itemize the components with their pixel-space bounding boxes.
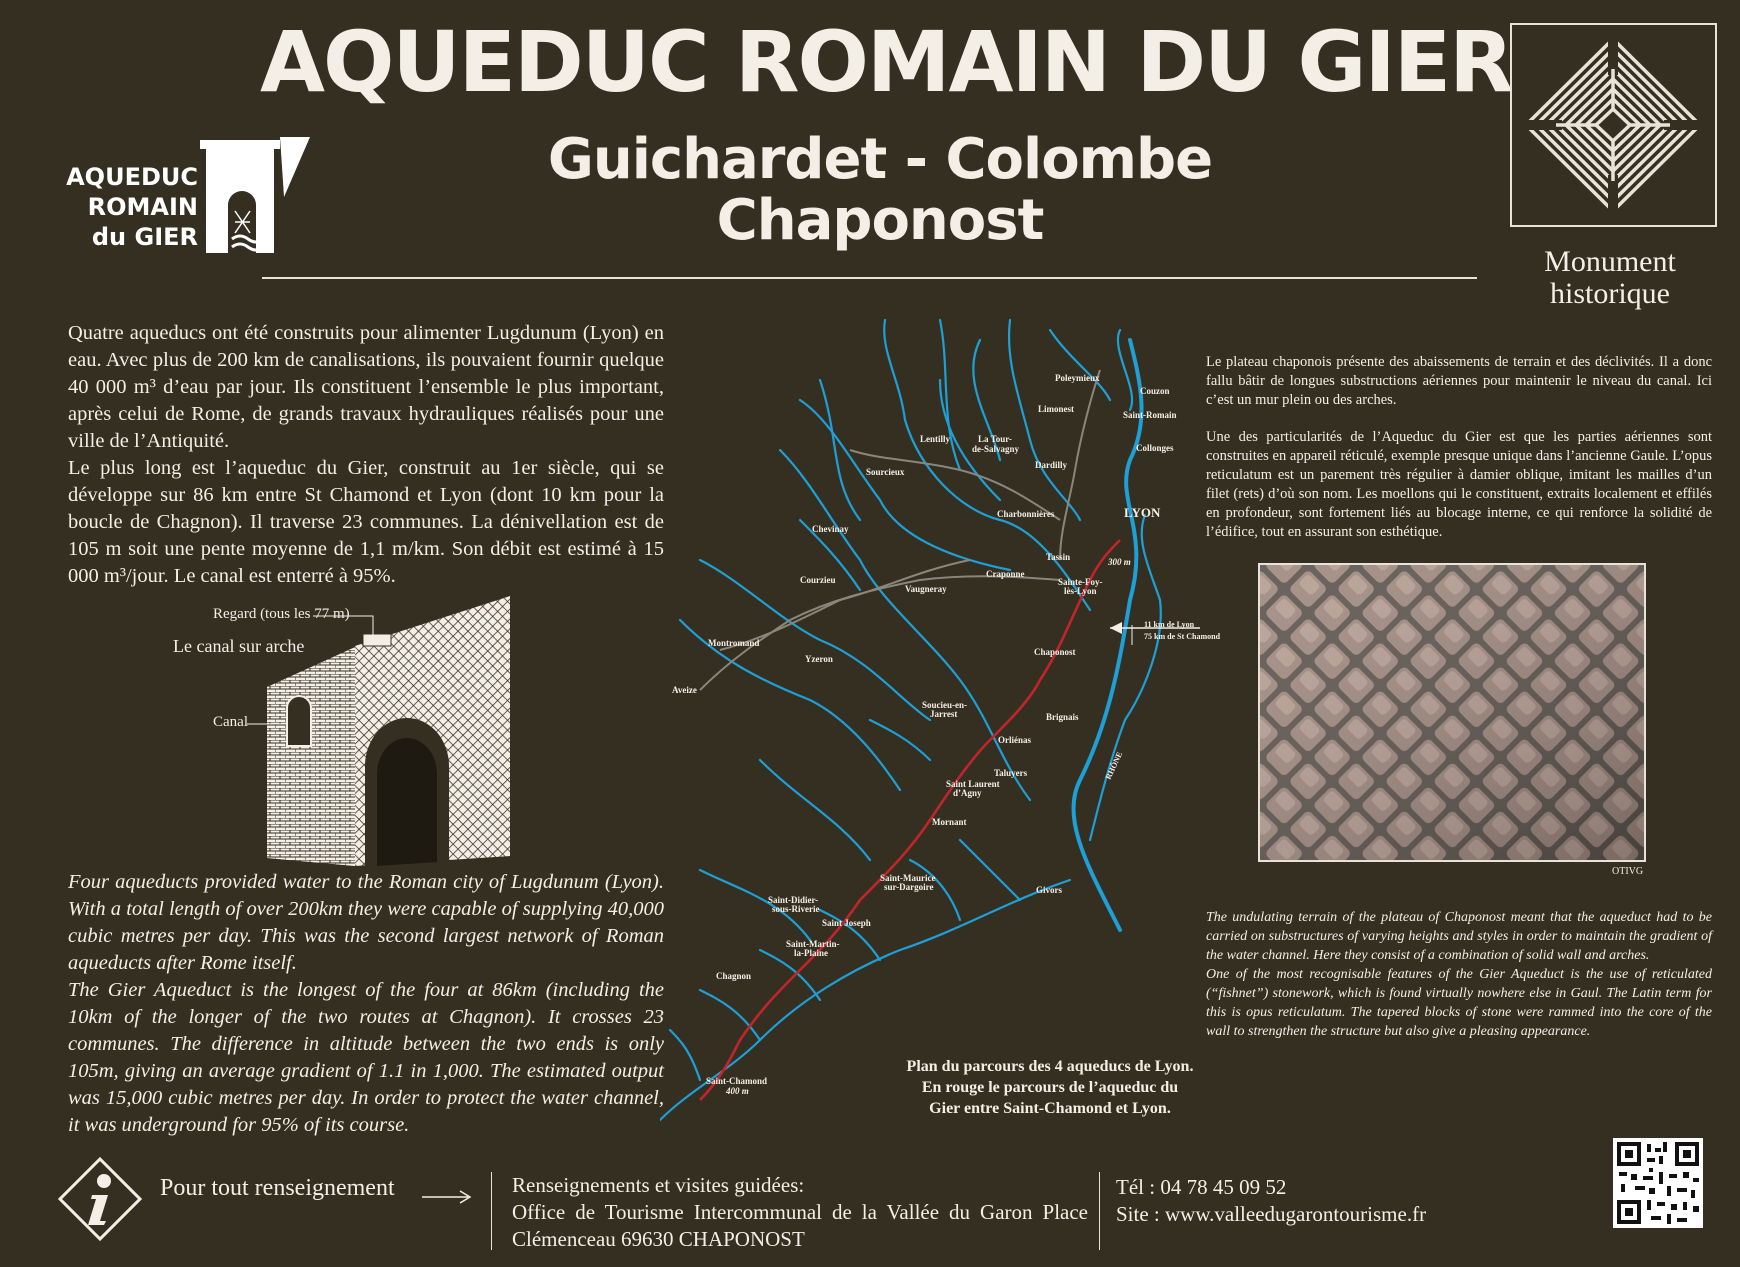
info-icon <box>58 1157 142 1241</box>
footer-divider-2 <box>1099 1172 1100 1250</box>
map-label-montromand: Montromand <box>708 638 760 648</box>
map-label-st-laurent-2: d’Agny <box>953 788 982 798</box>
website-link[interactable]: Site : www.valleedugarontourisme.fr <box>1116 1202 1427 1226</box>
map-label-couzon: Couzon <box>1140 386 1170 396</box>
qr-code[interactable] <box>1613 1138 1703 1228</box>
map-label-mornant: Mornant <box>932 817 967 827</box>
photo-credit: OTIVG <box>1612 866 1644 877</box>
map-label-tassin: Tassin <box>1046 552 1071 562</box>
labyrinth-emblem <box>1512 25 1715 225</box>
opus-reticulatum-photo <box>1258 563 1646 862</box>
monument-historique-label <box>1500 246 1720 309</box>
arrow-right-icon <box>422 1190 472 1204</box>
aqueduct-arch-icon <box>200 135 310 255</box>
map-label-dist-2: 75 km de St Chamond <box>1144 632 1221 641</box>
map-caption-line-1: Plan du parcours des 4 aqueducs de Lyon. <box>906 1058 1194 1075</box>
map-label-st-maurice-2: sur-Dargoire <box>884 882 934 892</box>
stonework-image <box>1260 565 1644 860</box>
map-label-chevinay: Chevinay <box>812 524 849 534</box>
map-label-saint-romain: Saint-Romain <box>1123 410 1177 420</box>
map-label-yzeron: Yzeron <box>805 654 833 664</box>
map-label-craponne: Craponne <box>986 569 1025 579</box>
map-label-dardilly: Dardilly <box>1035 460 1068 470</box>
logo-line-2: ROMAIN <box>87 193 198 221</box>
map-label-st-maurice-1: Saint-Maurice <box>880 873 936 883</box>
map-label-lentilly: Lentilly <box>920 434 951 444</box>
map-label-sainte-foy-2: lès-Lyon <box>1064 586 1097 596</box>
intro-text-en <box>68 869 664 1139</box>
right-en-paragraph-1: The undulating terrain of the plateau of Chaponost meant that the aqueduct had to be carried on substructures of varying heights and styles in order to maintain the gradient of the water channel. Here they consist of a combination of solid wall and arches. <box>1206 910 1712 963</box>
map-label-brignais: Brignais <box>1046 712 1079 722</box>
map-label-chaponost: Chaponost <box>1034 647 1076 657</box>
contact-line-1: Renseignements et visites guidées: <box>512 1173 805 1197</box>
canal-label: Canal <box>213 714 248 730</box>
map-label-st-didier-2: sous-Riverie <box>772 904 820 914</box>
map-label-st-martin-2: la-Plaine <box>794 948 828 958</box>
map-caption <box>880 1056 1220 1119</box>
map-label-orlienas: Orliénas <box>998 735 1031 745</box>
page-subtitle-site: Guichardet - Colombe <box>547 127 1213 192</box>
map-label-sourcieux: Sourcieux <box>866 467 905 477</box>
map-other-aqueducts <box>700 370 1100 690</box>
map-label-la-tour-2: de-Salvagny <box>972 444 1020 454</box>
map-label-st-martin-1: Saint-Martin- <box>786 939 840 949</box>
distance-arrow-icon <box>1110 622 1122 634</box>
map-label-taluyers: Taluyers <box>994 768 1028 778</box>
right-text-fr <box>1206 353 1712 560</box>
map-label-chagnon: Chagnon <box>716 971 752 981</box>
monument-label-line-2: historique <box>1550 276 1670 310</box>
map-label-st-chamond: Saint-Chamond <box>706 1076 768 1086</box>
page-title: AQUEDUC ROMAIN DU GIER <box>260 13 1512 111</box>
phone-block <box>1116 1174 1426 1228</box>
map-label-la-tour-1: La Tour- <box>978 434 1012 444</box>
map-label-soucieu-1: Soucieu-en- <box>922 700 967 710</box>
logo-line-3: du GIER <box>91 223 198 251</box>
right-en-paragraph-2: One of the most recognisable features of the Gier Aqueduct is the use of reticulated (“fishnet”) stonework, which is found virtually nowhere else in Gaul. The Latin term for this is opus reticulatum. The tapered blocks of stone were rammed into the core of the wall to strengthen the structure but also give a pleasing appearance. <box>1206 967 1712 1039</box>
right-fr-paragraph-1: Le plateau chaponois présente des abaissements de terrain et des déclivités. Il a donc fallu bâtir de longues substructions aériennes pour maintenir le niveau du canal. Ici c’est un mur plein ou des arches. <box>1206 354 1712 408</box>
map-label-lyon: LYON <box>1124 505 1161 520</box>
map-label-poleymieux: Poleymieux <box>1055 373 1100 383</box>
contact-line-2: Office de Tourisme Intercommunal de la Vallée du Garon Place <box>512 1200 1088 1224</box>
monument-label-line-1: Monument <box>1544 245 1676 278</box>
phone-number[interactable]: Tél : 04 78 45 09 52 <box>1116 1175 1287 1199</box>
map-label-st-joseph: Saint Joseph <box>822 918 871 928</box>
contact-line-3: Clémenceau 69630 CHAPONOST <box>512 1227 805 1251</box>
intro-text-fr <box>68 320 664 590</box>
regard-label: Regard (tous les 77 m) <box>213 606 350 622</box>
canal-sur-arche-label: Le canal sur arche <box>173 636 305 656</box>
aqueducts-map <box>660 310 1230 1160</box>
intro-en-paragraph-2: The Gier Aqueduct is the longest of the four at 86km (including the 10km of the longer of the two routes at Chagnon). It crosses 23 communes. The difference in altitude between the two ends is only 105m, giving an average gradient of 1.1 in 1,000. The estimated output was 15,000 cubic metres per day. In order to protect the water channel, it was underground for 95% of its course. <box>68 979 664 1136</box>
map-caption-line-3: Gier entre Saint-Chamond et Lyon. <box>929 1100 1171 1117</box>
map-label-aveize: Aveize <box>672 685 697 695</box>
map-label-limonest: Limonest <box>1038 404 1074 414</box>
monument-historique-emblem <box>1510 23 1717 227</box>
map-label-soucieu-2: Jarrest <box>930 709 958 719</box>
map-label-sainte-foy-1: Sainte-Foy- <box>1058 577 1103 587</box>
title-divider <box>262 277 1477 279</box>
info-label: Pour tout renseignement <box>160 1175 395 1201</box>
footer-divider-1 <box>491 1172 492 1250</box>
map-label-alt-400: 400 m <box>726 1086 749 1096</box>
map-label-charbonnieres: Charbonnières <box>997 509 1055 519</box>
right-fr-paragraph-2: Une des particularités de l’Aqueduc du Gier est que les parties aériennes sont construites en appareil réticulé, exemple presque unique dans l’ancienne Gaule. L’opus reticulatum est un parement très régulier à damier oblique, imitant les mailles d’un filet (rets) d’où son nom. Les moellons qui le constituent, extraits localement et effilés en profondeur, sont fortement liés au blocage interne, ce qui renforce la solidité de l’édifice, tout en assurant son esthétique. <box>1206 429 1712 540</box>
map-label-dist-1: 11 km de Lyon <box>1144 620 1195 629</box>
map-label-givors: Givors <box>1036 885 1062 895</box>
intro-en-paragraph-1: Four aqueducts provided water to the Roman city of Lugdunum (Lyon). With a total length of over 200km they were capable of supplying 40,000 cubic metres per day. This was the second largest network of Roman aqueducts after Rome itself. <box>68 871 664 974</box>
map-label-rhone: RHÔNE <box>1103 750 1125 781</box>
map-label-vaugneray: Vaugneray <box>905 584 947 594</box>
right-text-en <box>1206 908 1712 1041</box>
map-label-courzieu: Courzieu <box>800 575 836 585</box>
map-label-st-laurent-1: Saint Laurent <box>946 779 1000 789</box>
map-label-st-didier-1: Saint-Didier- <box>768 895 819 905</box>
map-label-alt-300: 300 m <box>1108 557 1131 567</box>
contact-block <box>512 1172 1088 1253</box>
intro-fr-paragraph-1: Quatre aqueducs ont été construits pour alimenter Lugdunum (Lyon) en eau. Avec plus de 200 km de canalisations, ils pouvaient fournir quelque 40 000 m³ d’eau par jour. Ils constituent l’ensemble le plus important, après celui de Rome, de grands travaux hydrauliques réalisés pour une ville de l’Antiquité. <box>68 322 664 452</box>
canal-illustration <box>173 596 520 866</box>
aqueduct-logo <box>50 135 310 255</box>
map-caption-line-2: En rouge le parcours de l’aqueduc du <box>921 1079 1179 1096</box>
logo-line-1: AQUEDUC <box>66 163 198 191</box>
intro-fr-paragraph-2: Le plus long est l’aqueduc du Gier, construit au 1er siècle, qui se développe sur 86 km entre St Chamond et Lyon (dont 10 km pour la boucle de Chagnon). Il traverse 23 communes. La dénivellation est de 105 m soit une pente moyenne de 1,1 m/km. Son débit est estimé à 15 000 m³/jour. Le canal est enterré à 95%. <box>68 457 664 587</box>
map-rivers <box>660 320 1161 1120</box>
map-label-collonges: Collonges <box>1136 443 1174 453</box>
page-subtitle-town: Chaponost <box>716 188 1044 253</box>
